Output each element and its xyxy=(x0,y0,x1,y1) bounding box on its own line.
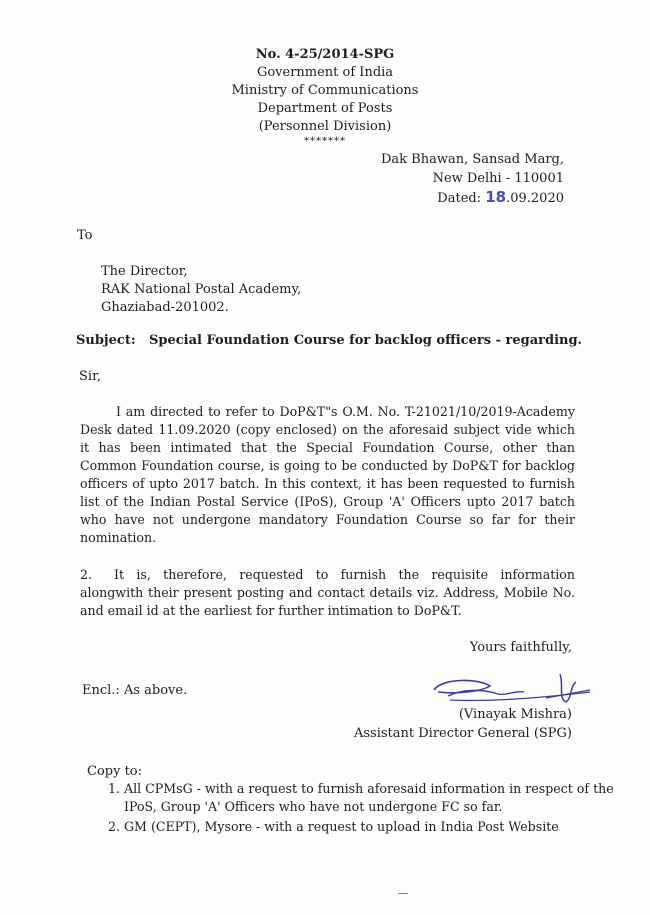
address-line-2: New Delhi - 110001 xyxy=(432,171,564,186)
copy-to-item: 2. GM (CEPT), Mysore - with a request to upload in India Post Website xyxy=(124,818,624,836)
header-stars: ******* xyxy=(304,136,346,147)
signatory-designation: Assistant Director General (SPG) xyxy=(353,726,572,741)
dated-line xyxy=(437,188,564,206)
dated-label: Dated: xyxy=(437,191,482,206)
body-paragraph-1 xyxy=(80,403,575,547)
subject-text: Special Foundation Course for backlog officers - regarding. xyxy=(149,333,583,348)
enclosure: Encl.: As above. xyxy=(82,683,188,698)
body-paragraph-1-text: I am directed to refer to DoP&T"s O.M. No. T-21021/10/2019-Academy Desk dated 11.09.2020 (copy enclosed) on the aforesaid subject vide which it has been intimated that the Special Foundation Course, other than Common Foundation course, is going to be conducted by DoP&T for backlog officers of upto 2017 batch. In this context, it has been requested to furnish list of the Indian Postal Service (IPoS), Group 'A' Officers upto 2017 batch who have not undergone mandatory Foundation Course so far for their nomination. xyxy=(80,404,575,545)
salutation: Sir, xyxy=(79,369,101,384)
body-paragraph-2-text: It is, therefore, requested to furnish the requisite information alongwith their present posting and contact details viz. Address, Mobile No. and email id at the earliest for further intimation to DoP&T. xyxy=(80,567,575,618)
dated-handwritten-day: 18 xyxy=(485,188,507,206)
dated-month-year: .09.2020 xyxy=(506,191,564,206)
file-number: No. 4-25/2014-SPG xyxy=(255,47,395,62)
addressee-line-1: The Director, xyxy=(101,264,188,279)
copy-to-item: 1. All CPMsG - with a request to furnish aforesaid information in respect of the IPoS, Group 'A' Officers who have not undergone FC so far. xyxy=(124,780,624,816)
addressee-line-2: RAK National Postal Academy, xyxy=(101,282,302,297)
subject-label: Subject: xyxy=(76,333,136,348)
addressee-line-3: Ghaziabad-201002. xyxy=(101,300,229,315)
signatory-name: (Vinayak Mishra) xyxy=(458,707,572,722)
closing: Yours faithfully, xyxy=(469,640,572,655)
header-ministry: Ministry of Communications xyxy=(231,83,419,98)
body-paragraph-2 xyxy=(80,566,575,620)
copy-to-list xyxy=(78,780,624,838)
address-line-1: Dak Bhawan, Sansad Marg, xyxy=(380,152,564,167)
to-label: To xyxy=(77,228,93,243)
header-department: Department of Posts xyxy=(257,101,393,116)
header-division: (Personnel Division) xyxy=(258,119,392,134)
copy-to-label: Copy to: xyxy=(87,764,143,779)
header-government: Government of India xyxy=(256,65,394,80)
scan-mark xyxy=(398,893,408,894)
paragraph-2-number: 2. xyxy=(80,567,93,582)
